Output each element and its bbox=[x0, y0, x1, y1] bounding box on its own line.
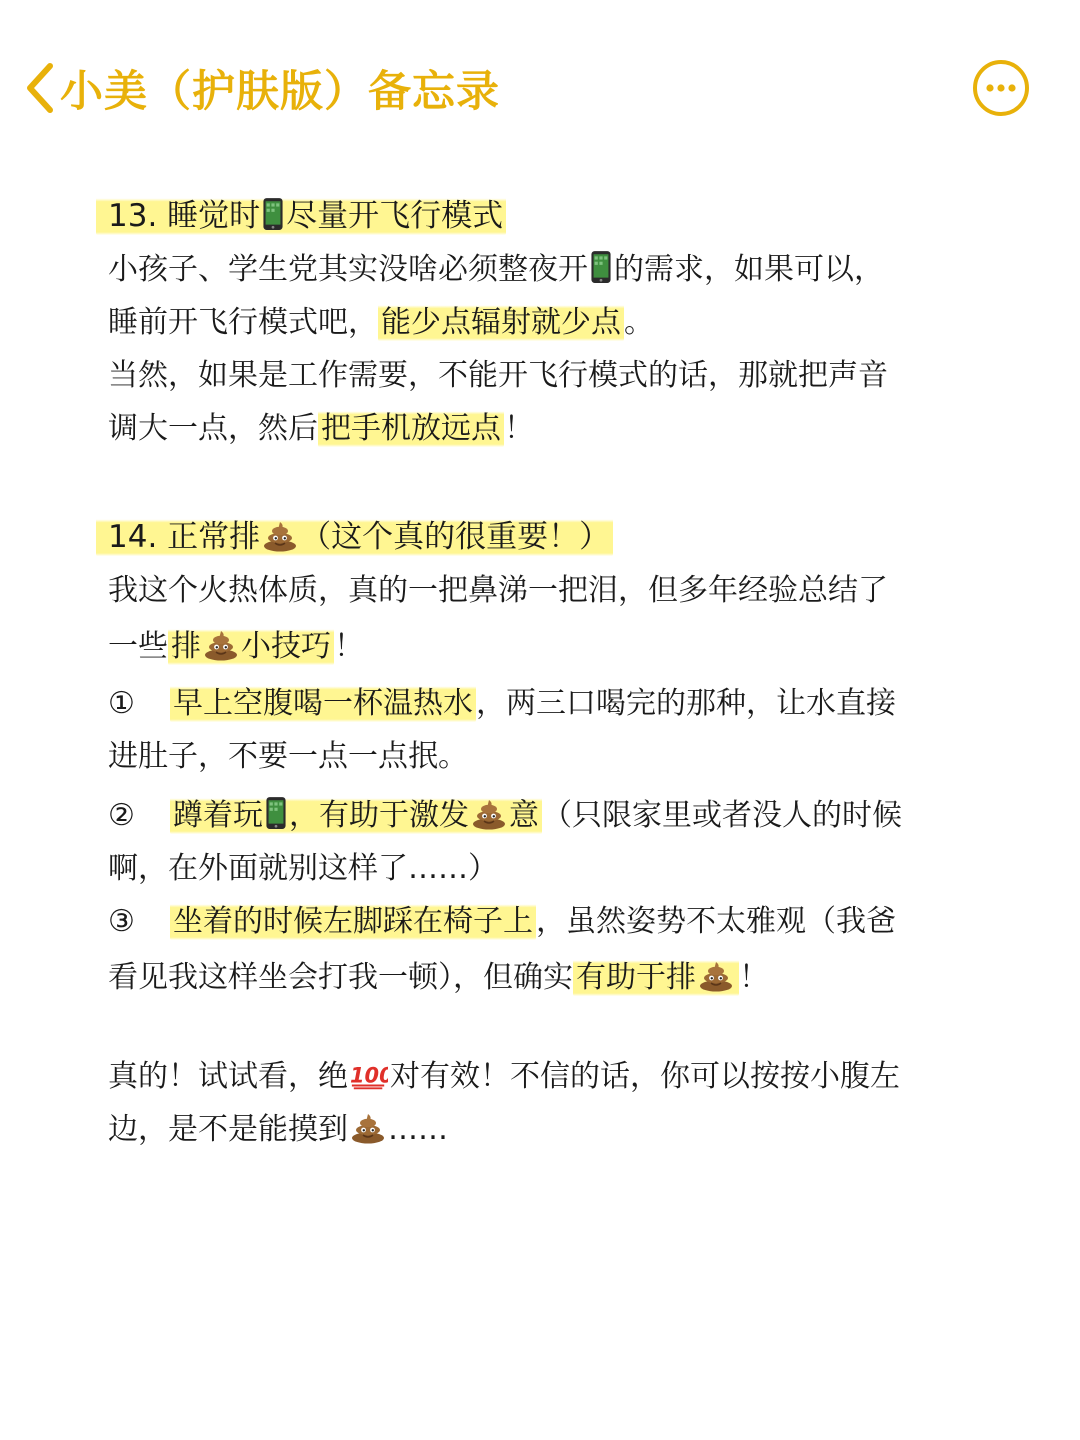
list-item-2 bbox=[108, 789, 988, 842]
highlight: 坐着的时候左脚踩在椅子上 bbox=[170, 902, 536, 941]
phone-icon bbox=[590, 250, 612, 284]
paragraph-line: 我这个火热体质，真的一把鼻涕一把泪，但多年经验总结了 bbox=[108, 573, 888, 608]
text: 调大一点，然后 bbox=[108, 411, 318, 446]
text: 排 bbox=[171, 629, 201, 664]
text: （只限家里或者没人的时候 bbox=[542, 798, 902, 833]
text: 真的！试试看，绝 bbox=[108, 1059, 348, 1094]
text: ，有助于激发 bbox=[289, 798, 469, 833]
text: 意 bbox=[509, 798, 539, 833]
paragraph-line bbox=[108, 1050, 988, 1103]
text: ！ bbox=[739, 960, 769, 995]
poop-icon bbox=[350, 1112, 386, 1144]
heading-text: 13. 睡觉时 bbox=[108, 198, 261, 234]
text: 对有效！不信的话，你可以按按小腹左 bbox=[390, 1059, 900, 1094]
poop-icon bbox=[203, 629, 239, 661]
header-bar bbox=[0, 0, 1080, 175]
highlight bbox=[170, 796, 542, 835]
text: 蹲着玩 bbox=[173, 798, 263, 833]
text: 睡前开飞行模式吧， bbox=[108, 305, 378, 340]
more-options-button[interactable] bbox=[972, 59, 1030, 117]
paragraph-line bbox=[108, 617, 988, 677]
poop-icon bbox=[698, 960, 734, 992]
text: …… bbox=[388, 1112, 448, 1147]
highlight: 把手机放远点 bbox=[318, 409, 504, 448]
list-item-3 bbox=[108, 895, 988, 948]
paragraph-line: 当然，如果是工作需要，不能开飞行模式的话，那就把声音 bbox=[108, 358, 888, 393]
text: 看见我这样坐会打我一顿），但确实 bbox=[108, 960, 573, 995]
text: ，虽然姿势不太雅观（我爸 bbox=[536, 904, 896, 939]
back-button[interactable] bbox=[22, 58, 500, 118]
highlight bbox=[168, 627, 334, 666]
note-body[interactable] bbox=[108, 190, 988, 1156]
paragraph-line bbox=[108, 243, 988, 296]
item-number: ③ bbox=[108, 904, 135, 939]
paragraph-line bbox=[108, 402, 988, 455]
paragraph-line bbox=[108, 948, 988, 1008]
note-title: 小美（护肤版）备忘录 bbox=[60, 66, 500, 117]
paragraph-line: 啊，在外面就别这样了……） bbox=[108, 851, 498, 886]
poop-icon bbox=[471, 798, 507, 830]
highlight bbox=[573, 958, 739, 997]
text: 小技巧 bbox=[241, 629, 331, 664]
section-14-heading bbox=[108, 511, 988, 564]
more-options-icon bbox=[972, 102, 1030, 121]
text: 的需求，如果可以， bbox=[614, 252, 884, 287]
heading-text: （这个真的很重要！） bbox=[300, 519, 611, 555]
highlight: 能少点辐射就少点 bbox=[378, 303, 624, 342]
text: 。 bbox=[624, 305, 654, 340]
poop-icon bbox=[262, 520, 298, 552]
paragraph-line bbox=[108, 1103, 988, 1156]
item-number: ① bbox=[108, 686, 135, 721]
list-item-1 bbox=[108, 677, 988, 730]
highlight bbox=[96, 196, 506, 236]
hundred-icon bbox=[350, 1061, 388, 1091]
text: 小孩子、学生党其实没啥必须整夜开 bbox=[108, 252, 588, 287]
phone-icon bbox=[262, 197, 284, 231]
highlight bbox=[96, 517, 613, 557]
chevron-left-icon bbox=[22, 60, 56, 116]
paragraph-line bbox=[108, 296, 988, 349]
highlight: 早上空腹喝一杯温热水 bbox=[170, 684, 476, 723]
text: ！ bbox=[504, 411, 534, 446]
text: 边，是不是能摸到 bbox=[108, 1112, 348, 1147]
item-number: ② bbox=[108, 798, 135, 833]
phone-icon bbox=[265, 796, 287, 830]
text: 有助于排 bbox=[576, 960, 696, 995]
text: 一些 bbox=[108, 629, 168, 664]
heading-text: 14. 正常排 bbox=[108, 519, 261, 555]
section-13-heading bbox=[108, 190, 988, 243]
paragraph-line: 进肚子，不要一点一点抿。 bbox=[108, 739, 468, 774]
text: ，两三口喝完的那种，让水直接 bbox=[476, 686, 896, 721]
heading-text: 尽量开飞行模式 bbox=[286, 198, 504, 234]
text: ！ bbox=[334, 629, 364, 664]
